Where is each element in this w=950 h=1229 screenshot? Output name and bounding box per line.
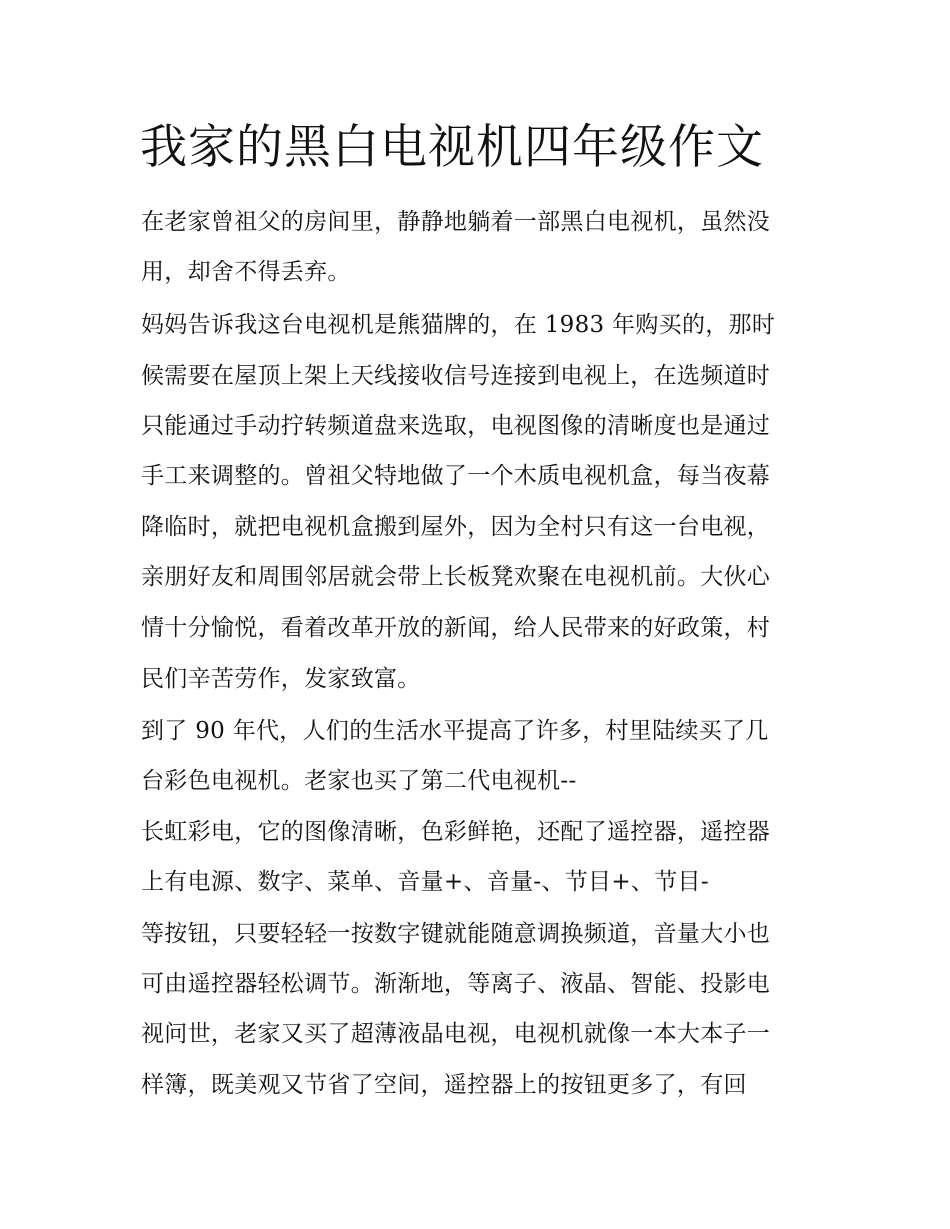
document-title: 我家的黑白电视机四年级作文 (140, 120, 764, 175)
body-line: 等按钮，只要轻轻一按数字键就能随意调换频道，音量大小也 (141, 921, 771, 947)
body-line: 亲朋好友和周围邻居就会带上长板凳欢聚在电视机前。大伙心 (141, 564, 771, 590)
body-line: 可由遥控器轻松调节。渐渐地，等离子、液晶、智能、投影电 (141, 971, 771, 997)
body-line: 候需要在屋顶上架上天线接收信号连接到电视上，在选频道时 (141, 363, 771, 389)
body-line: 用，却舍不得丢弃。 (141, 259, 351, 285)
body-line: 视问世，老家又买了超薄液晶电视，电视机就像一本大本子一 (141, 1021, 771, 1047)
body-line: 民们辛苦劳作，发家致富。 (141, 666, 421, 692)
body-line: 到了 90 年代，人们的生活水平提高了许多，村里陆续买了几 (141, 718, 769, 744)
body-line: 样簿，既美观又节省了空间，遥控器上的按钮更多了，有回 (141, 1072, 747, 1098)
body-line: 上有电源、数字、菜单、音量+、音量-、节目+、节目- (141, 869, 709, 895)
body-line: 在老家曾祖父的房间里，静静地躺着一部黑白电视机，虽然没 (141, 209, 771, 235)
body-line: 长虹彩电，它的图像清晰，色彩鲜艳，还配了遥控器，遥控器 (141, 819, 771, 845)
body-line: 只能通过手动拧转频道盘来选取，电视图像的清晰度也是通过 (141, 413, 771, 439)
body-line: 台彩色电视机。老家也买了第二代电视机-- (141, 768, 577, 794)
body-line: 手工来调整的。曾祖父特地做了一个木质电视机盒，每当夜幕 (141, 463, 771, 489)
body-line: 情十分愉悦，看着改革开放的新闻，给人民带来的好政策，村 (141, 615, 771, 641)
body-line: 妈妈告诉我这台电视机是熊猫牌的，在 1983 年购买的，那时 (141, 312, 776, 338)
body-line: 降临时，就把电视机盒搬到屋外，因为全村只有这一台电视， (141, 514, 771, 540)
